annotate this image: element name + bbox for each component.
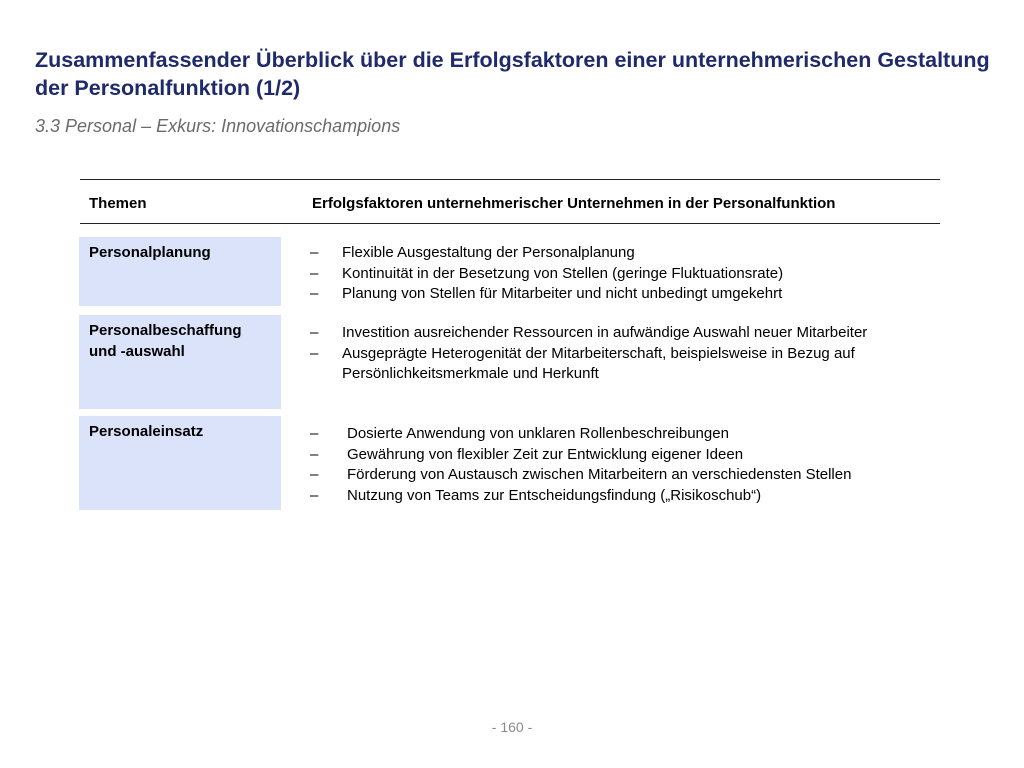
list-item <box>308 486 938 507</box>
topic-label: Personalbeschaffung und -auswahl <box>89 322 242 360</box>
page-number: - 160 - <box>491 719 533 735</box>
topic-personaleinsatz <box>79 416 281 510</box>
list-item-text: Investition ausreichender Ressourcen in aufwändige Auswahl neuer Mitarbeiter <box>342 324 868 341</box>
factor-list-personalplanung <box>308 243 928 305</box>
factor-list-personaleinsatz <box>308 424 938 506</box>
dash-bullet: – <box>310 264 319 282</box>
table-header-rule <box>80 223 940 224</box>
list-item-text: Kontinuität in der Besetzung von Stellen (geringe Fluktuationsrate) <box>342 264 784 282</box>
topic-label: Personaleinsatz <box>89 423 204 440</box>
table-top-rule <box>80 179 940 180</box>
list-item <box>308 323 938 344</box>
topic-label: Personalplanung <box>89 244 211 261</box>
topic-personalplanung <box>79 237 281 306</box>
column-header-themen: Themen <box>89 195 147 212</box>
list-item <box>308 284 928 305</box>
list-item <box>308 344 938 385</box>
list-item-text: Ausgeprägte Heterogenität der Mitarbeiterschaft, beispielsweise in Bezug auf Persönlichkeitsmerkmale und Herkunft <box>342 344 855 382</box>
page-title: Zusammenfassender Überblick über die Erfolgsfaktoren einer unternehmerischen Gestaltung der Personalfunktion (1/2) <box>35 48 990 100</box>
list-item-text: Dosierte Anwendung von unklaren Rollenbeschreibungen <box>347 425 729 442</box>
topic-personalbeschaffung <box>79 315 281 409</box>
dash-bullet: – <box>310 425 319 442</box>
list-item <box>308 243 928 264</box>
list-item-text: Nutzung von Teams zur Entscheidungsfindung („Risikoschub“) <box>347 486 762 504</box>
dash-bullet: – <box>310 244 319 261</box>
list-item <box>308 424 938 445</box>
list-item-text: Gewährung von flexibler Zeit zur Entwicklung eigener Ideen <box>347 445 744 463</box>
list-item <box>308 445 938 466</box>
page-subtitle: 3.3 Personal – Exkurs: Innovationschampions <box>35 116 401 136</box>
dash-bullet: – <box>310 344 319 362</box>
list-item <box>308 465 938 486</box>
dash-bullet: – <box>310 285 319 302</box>
dash-bullet: – <box>310 445 319 463</box>
factor-list-personalbeschaffung <box>308 323 938 385</box>
column-header-erfolgsfaktoren: Erfolgsfaktoren unternehmerischer Unternehmen in der Personalfunktion <box>312 195 836 212</box>
dash-bullet: – <box>310 466 319 483</box>
dash-bullet: – <box>310 324 319 341</box>
dash-bullet: – <box>310 486 319 504</box>
list-item-text: Förderung von Austausch zwischen Mitarbeitern an verschiedensten Stellen <box>347 466 852 483</box>
list-item-text: Planung von Stellen für Mitarbeiter und nicht unbedingt umgekehrt <box>342 285 783 302</box>
list-item-text: Flexible Ausgestaltung der Personalplanung <box>342 244 635 261</box>
list-item <box>308 264 928 285</box>
